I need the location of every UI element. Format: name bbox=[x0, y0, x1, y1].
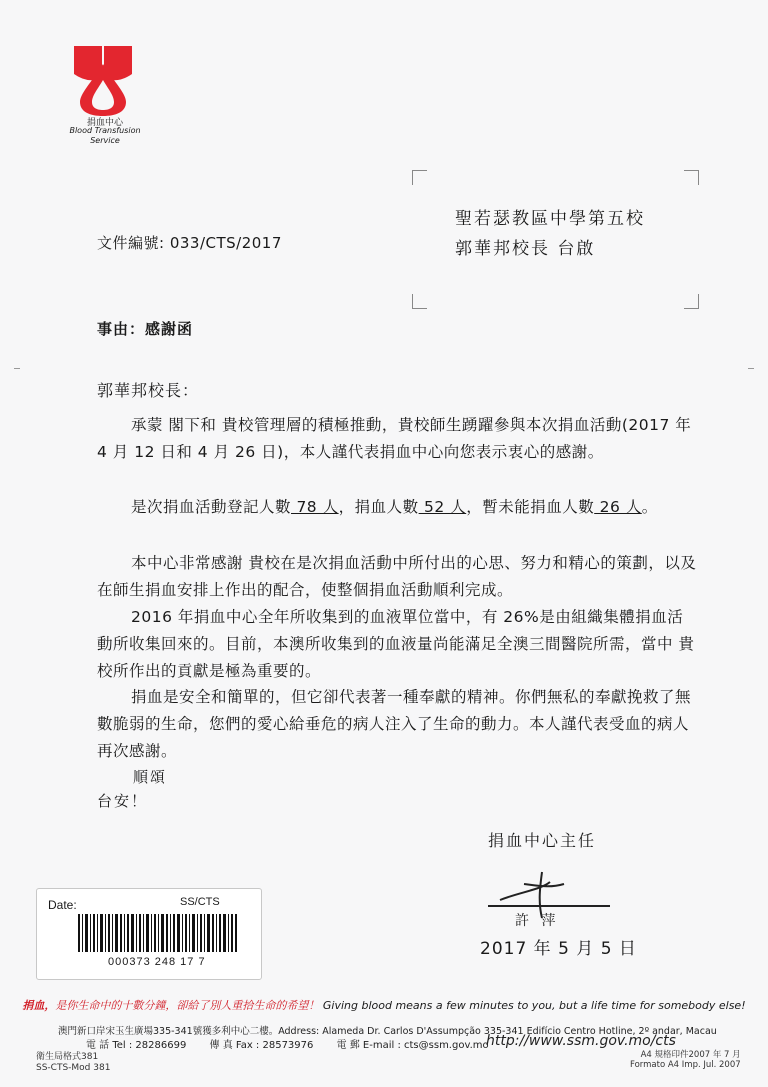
signer-name: 許 萍 bbox=[515, 913, 560, 929]
paragraph-text: 本中心非常感謝 貴校在是次捐血活動中所付出的心思、努力和精心的策劃，以及在師生捐血安排上作出的配合，使整個捐血活動順利完成。 bbox=[97, 554, 697, 599]
paragraph-text: 捐血是安全和簡單的，但它卻代表著一種奉獻的精神。你們無私的奉獻挽救了無數脆弱的生命，您們的愛心給垂危的病人注入了生命的動力。本人謹代表受血的病人再次感謝。 bbox=[97, 688, 692, 760]
print-format bbox=[630, 1050, 741, 1070]
reference-number: 文件編號: 033/CTS/2017 bbox=[97, 234, 282, 252]
logo-name-cn: 捐血中心 bbox=[86, 118, 123, 128]
blood-drop-heart-logo bbox=[72, 44, 134, 116]
footer-tel: 電 話 Tel : 28286699 bbox=[86, 1040, 187, 1051]
fold-mark bbox=[748, 368, 754, 369]
stat-text: ，捐血人數 bbox=[338, 498, 419, 516]
address-window-corner bbox=[412, 170, 427, 185]
paragraph-spirit bbox=[97, 684, 697, 765]
form-number-en: SS-CTS-Mod 381 bbox=[36, 1063, 111, 1073]
paragraph-appreciation bbox=[97, 550, 697, 604]
footer-slogan bbox=[0, 997, 768, 1013]
address-window-corner bbox=[412, 294, 427, 309]
label-date: Date: bbox=[48, 898, 77, 912]
barcode-icon bbox=[78, 914, 238, 952]
label-code: SS/CTS bbox=[180, 896, 220, 908]
deferred-count: 26 人 bbox=[594, 498, 642, 516]
paragraph-text bbox=[97, 494, 697, 521]
registered-count: 78 人 bbox=[291, 498, 339, 516]
print-format-cn: A4 規格印件2007 年 7 月 bbox=[640, 1050, 741, 1060]
salutation: 郭華邦校長： bbox=[97, 381, 200, 400]
paragraph-thanks bbox=[97, 412, 697, 466]
footer-email: 電 郵 E-mail : cts@ssm.gov.mo bbox=[336, 1040, 489, 1051]
paragraph-statistics bbox=[97, 494, 697, 521]
closing-greeting: 順頌 bbox=[133, 768, 168, 786]
paragraph-text: 承蒙 閣下和 貴校管理層的積極推動，貴校師生踴躍參與本次捐血活動(2017 年 4 月 12 日和 4 月 26 日)，本人謹代表捐血中心向您表示衷心的感謝。 bbox=[97, 416, 692, 461]
stat-text: 是次捐血活動登記人數 bbox=[131, 498, 292, 516]
recipient-principal: 郭華邦校長 台啟 bbox=[455, 239, 596, 259]
recipient-school: 聖若瑟教區中學第五校 bbox=[455, 209, 645, 229]
footer-fax: 傳 真 Fax : 28573976 bbox=[209, 1040, 314, 1051]
address-window-corner bbox=[684, 170, 699, 185]
paragraph-contribution bbox=[97, 604, 697, 685]
paragraph-text: 2016 年捐血中心全年所收集到的血液單位當中，有 26%是由組織集體捐血活動所收集回來的。目前，本澳所收集到的血液量尚能滿足全澳三間醫院所需，當中 貴校所作出的貢獻是極為重要的。 bbox=[97, 608, 695, 680]
logo-name-en: Blood Transfusion Service bbox=[69, 126, 141, 145]
footer-url[interactable]: http://www.ssm.gov.mo/cts bbox=[486, 1033, 676, 1049]
slogan-en: Giving blood means a few minutes to you, but a life time for somebody else! bbox=[322, 999, 746, 1012]
slogan-cn: 是你生命中的十數分鐘，卻給了別人重拾生命的希望！ bbox=[55, 999, 320, 1012]
print-format-pt: Formato A4 Imp. Jul. 2007 bbox=[630, 1060, 741, 1070]
donated-count: 52 人 bbox=[418, 498, 467, 516]
fold-mark bbox=[14, 368, 20, 369]
signature-date: 2017 年 5 月 5 日 bbox=[480, 939, 637, 959]
label-number: 000373 248 17 7 bbox=[108, 956, 206, 968]
form-number bbox=[36, 1052, 110, 1074]
signer-title: 捐血中心主任 bbox=[488, 831, 597, 850]
stat-text: ，暫未能捐血人數 bbox=[466, 498, 595, 516]
slogan-highlight: 捐血， bbox=[22, 999, 56, 1012]
form-number-cn: 衛生局格式381 bbox=[36, 1052, 99, 1062]
footer-contact bbox=[86, 1033, 736, 1051]
subject-line: 事由：感謝函 bbox=[97, 320, 194, 338]
stat-text: 。 bbox=[641, 498, 658, 516]
footer-address: 澳門新口岸宋玉生廣場335-341號獲多利中心二樓。Address: Alameda Dr. Carlos D'Assumpção 335-341 Edifício Centro Hotline, 2º andar, Macau bbox=[58, 1026, 717, 1037]
closing-wish: 台安！ bbox=[97, 792, 149, 810]
address-window-corner bbox=[684, 294, 699, 309]
